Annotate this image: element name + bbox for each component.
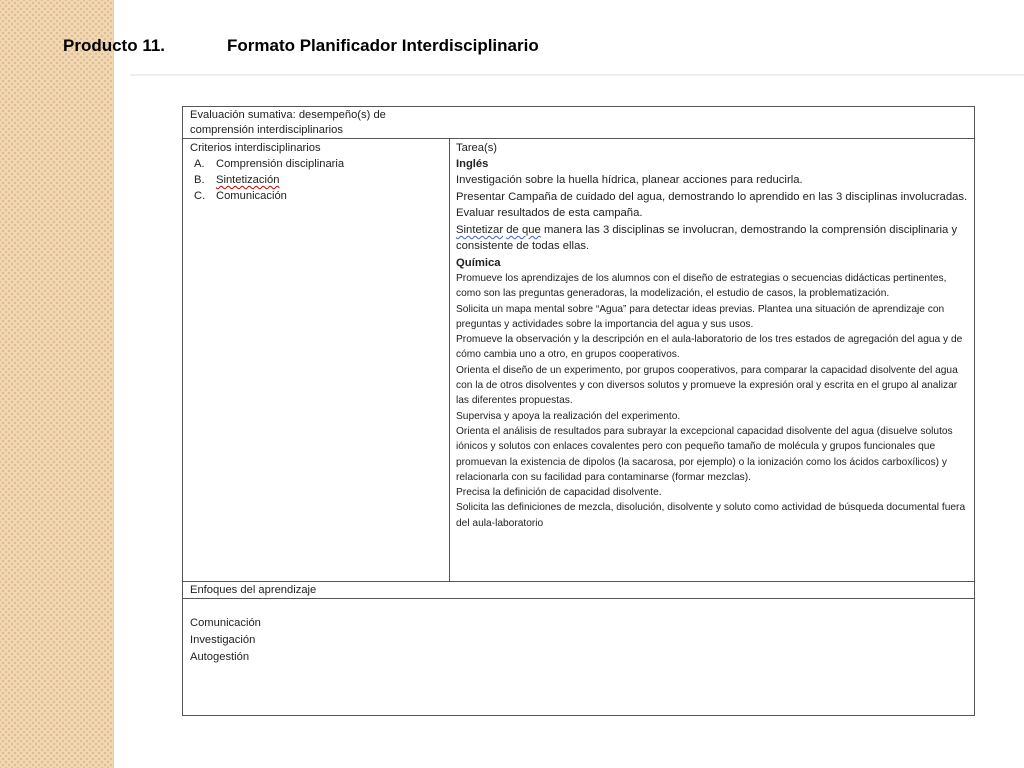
- quimica-paragraph: Solicita las definiciones de mezcla, disolución, disolvente y soluto como actividad de búsqueda documental fuera del aula-laboratorio: [456, 502, 966, 529]
- quimica-paragraph: Promueve la observación y la descripción en el aula-laboratorio de los tres estados de agregación del agua y de cómo cambia uno a otro, en grupos cooperativos.: [456, 334, 963, 361]
- quimica-paragraph: Promueve los aprendizajes de los alumnos con el diseño de estrategias o secuencias didácticas pertinentes, como son las preguntas generadoras, la modelización, el estudio de casos, la problematización.: [456, 272, 947, 300]
- sintetizar-word: Sintetizar: [456, 223, 504, 236]
- criteria-item-c: [190, 188, 442, 204]
- quimica-title: Química: [456, 256, 501, 269]
- ingles-paragraph: Evaluar resultados de esta campaña.: [456, 207, 643, 220]
- ingles-paragraph: Investigación sobre la huella hídrica, planear acciones para reducirla.: [456, 174, 803, 186]
- decorative-side-pattern: [0, 0, 114, 768]
- criteria-item-a: [190, 156, 442, 172]
- criteria-letter: B.: [194, 174, 205, 186]
- enfoque-item: Autogestión: [190, 651, 250, 663]
- header-divider: [130, 74, 1024, 76]
- quimica-paragraph: Precisa la definición de capacidad disolvente.: [456, 487, 662, 499]
- tasks-header: Tarea(s): [456, 142, 498, 154]
- quimica-paragraph: Solicita un mapa mental sobre “Agua” para detectar ideas previas. Plantea una situación de aprendizaje con preguntas y actividades sobre la importancia del agua y sus usos.: [456, 303, 945, 330]
- quimica-paragraph: Orienta el análisis de resultados para subrayar la excepcional capacidad disolvente del agua (disuelve solutos iónicos y solutos con enlaces covalentes pero con pequeño tamaño de molécula y grupos funcionales que promuevan la existencia de dipolos (la sacarosa, por ejemplo) o la ionización como los ácidos carboxílicos) y relacionarla con su facilidad para contaminarse (formar mezclas).: [456, 425, 953, 483]
- synthesis-text: manera las 3 disciplinas se involucran, demostrando la comprensión disciplinaria y consistente de todas ellas.: [456, 223, 958, 253]
- criteria-item-b: [190, 172, 442, 188]
- criteria-label: Sintetización: [216, 174, 280, 186]
- ingles-paragraph: Presentar Campaña de cuidado del agua, demostrando lo aprendido en las 3 disciplinas involucradas.: [456, 190, 968, 203]
- criteria-header: Criterios interdisciplinarios: [190, 142, 321, 154]
- ingles-paragraph-synthesis: [456, 222, 968, 255]
- ingles-section: [456, 156, 968, 255]
- enfoques-cell: [183, 599, 974, 715]
- quimica-section: [456, 255, 968, 531]
- criteria-label: Comprensión disciplinaria: [216, 158, 345, 170]
- slide-title: [63, 36, 539, 56]
- ingles-title: Inglés: [456, 158, 489, 170]
- product-number: Producto 11.: [63, 36, 166, 55]
- format-title: Formato Planificador Interdisciplinario: [227, 36, 539, 55]
- criteria-letter: A.: [194, 158, 205, 170]
- enfoques-header: Enfoques del aprendizaje: [183, 581, 974, 599]
- de-que-words: de que: [506, 223, 541, 236]
- criteria-list: [190, 156, 442, 204]
- enfoque-item: Comunicación: [190, 617, 261, 629]
- enfoque-item: Investigación: [190, 634, 256, 646]
- tasks-cell: [450, 139, 974, 581]
- summative-evaluation-header: Evaluación sumativa: desempeño(s) de comprensión interdisciplinarios: [183, 107, 974, 139]
- criteria-label: Comunicación: [216, 190, 287, 202]
- quimica-paragraph: Supervisa y apoya la realización del experimento.: [456, 410, 681, 422]
- criteria-letter: C.: [194, 190, 206, 202]
- criteria-cell: [183, 139, 450, 581]
- quimica-paragraph: Orienta el diseño de un experimento, por grupos cooperativos, para comparar la capacidad disolvente del agua con la de otros disolventes y con diversos solutos y promueve la expresión oral y escrita en el grupo al analizar las diferentes propuestas.: [456, 364, 958, 407]
- planner-table: [182, 106, 975, 716]
